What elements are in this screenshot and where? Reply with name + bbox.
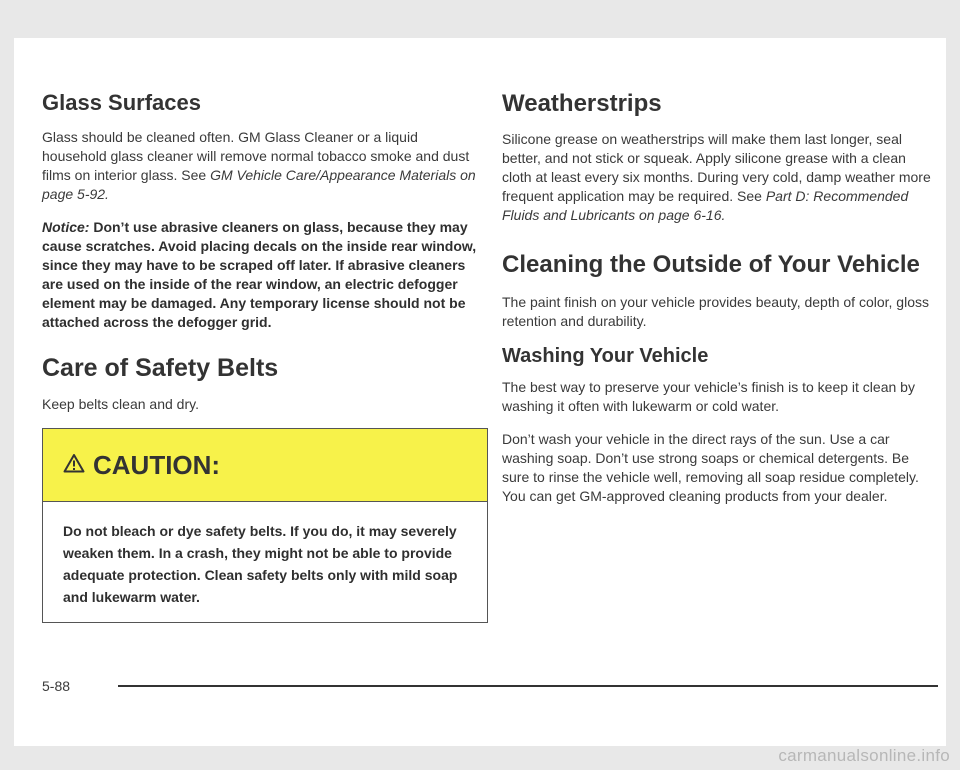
footer-rule	[118, 685, 938, 687]
heading-washing-your-vehicle: Washing Your Vehicle	[502, 345, 709, 367]
heading-cleaning-outside: Cleaning the Outside of Your Vehicle	[502, 251, 920, 278]
page-number: 5-88	[42, 678, 71, 694]
manual-page	[14, 38, 946, 746]
caution-header	[43, 429, 487, 502]
heading-weatherstrips: Weatherstrips	[502, 90, 662, 117]
caution-body: Do not bleach or dye safety belts. If you do, it may severely weaken them. In a crash, they might not be able to provide adequate protection. Clean safety belts only with mild soap and lukewarm water.	[63, 523, 458, 605]
glass-notice	[42, 218, 486, 332]
glass-paragraph-text: Glass should be cleaned often. GM Glass Cleaner or a liquid household glass cleaner will remove normal tobacco smoke and dust films on interior glass. See	[42, 129, 470, 183]
glass-paragraph	[42, 128, 486, 204]
watermark[interactable]: carmanualsonline.info	[778, 746, 950, 765]
left-column	[42, 90, 486, 623]
weatherstrips-paragraph-text: Silicone grease on weatherstrips will make them last longer, seal better, and not stick or squeak. Apply silicone grease with a clean cloth at least every six months. During very cold, damp weather more frequent application may be required. See	[502, 131, 931, 204]
glass-paragraph-reference: GM Vehicle Care/Appearance Materials on page 5-92.	[42, 167, 476, 202]
cleaning-paragraph: The paint finish on your vehicle provides beauty, depth of color, gloss retention and durability.	[502, 294, 929, 329]
washing-paragraph-2: Don’t wash your vehicle in the direct rays of the sun. Use a car washing soap. Don’t use strong soaps or chemical detergents. Be sure to rinse the vehicle well, removing all soap residue completely. You can get GM-approved cleaning products from your dealer.	[502, 431, 919, 504]
caution-title: CAUTION:	[93, 449, 221, 480]
heading-glass-surfaces: Glass Surfaces	[42, 90, 201, 115]
weatherstrips-paragraph	[502, 130, 938, 225]
notice-label: Notice:	[42, 219, 90, 235]
notice-text: Don’t use abrasive cleaners on glass, because they may cause scratches. Avoid placing decals on the inside rear window, since they may have to be scraped off later. If abrasive cleaners are used on the inside of the rear window, an electric defogger element may be damaged. Any temporary license should not be attached across the defogger grid.	[42, 219, 477, 330]
belts-paragraph: Keep belts clean and dry.	[42, 396, 199, 412]
warning-triangle-icon	[63, 453, 85, 478]
caution-box	[42, 428, 488, 623]
washing-paragraph-1: The best way to preserve your vehicle’s finish is to keep it clean by washing it often with lukewarm or cold water.	[502, 379, 915, 414]
right-column	[502, 90, 938, 520]
heading-care-of-safety-belts: Care of Safety Belts	[42, 354, 279, 382]
weatherstrips-paragraph-reference: Part D: Recommended Fluids and Lubricants on page 6-16.	[502, 188, 909, 223]
